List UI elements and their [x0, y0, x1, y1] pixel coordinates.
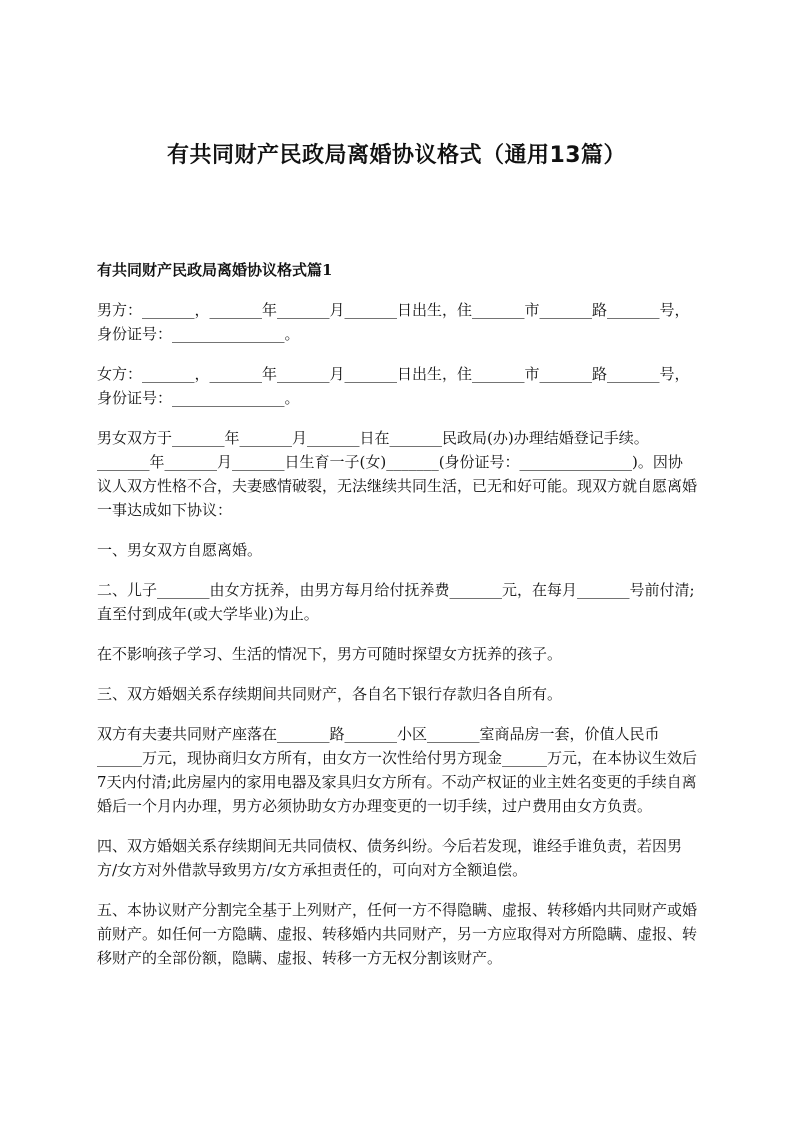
- document-title: 有共同财产民政局离婚协议格式（通用13篇）: [166, 143, 627, 168]
- paragraph-clause-1: 一、男女双方自愿离婚。: [97, 541, 263, 559]
- document-body: [97, 298, 697, 986]
- paragraph-male-party: 男方：_______，_______年_______月_______日出生，住_______市_______路_______号，身份证号：_______________。: [97, 301, 690, 343]
- paragraph-visitation: 在不影响孩子学习、生活的情况下，男方可随时探望女方抚养的孩子。: [97, 645, 563, 663]
- paragraph-clause-3: 三、双方婚姻关系存续期间共同财产，各自名下银行存款归各自所有。: [97, 685, 563, 703]
- paragraph-clause-2: 二、儿子_______由女方抚养，由男方每月给付抚养费_______元，在每月_______号前付清;直至付到成年(或大学毕业)为止。: [97, 581, 695, 623]
- section-heading: 有共同财产民政局离婚协议格式篇1: [97, 261, 333, 279]
- paragraph-property: 双方有夫妻共同财产座落在_______路_______小区_______室商品房一套，价值人民币______万元，现协商归女方所有，由女方一次性给付男方现金______万元，在本协议生效后7天内付清;此房屋内的家用电器及家具归女方所有。不动产权证的业主姓名变更的手续自离婚后一个月内办理，男方必须协助女方办理变更的一切手续，过户费用由女方负责。: [97, 725, 698, 815]
- paragraph-clause-5: 五、本协议财产分割完全基于上列财产，任何一方不得隐瞒、虚报、转移婚内共同财产或婚前财产。如任何一方隐瞒、虚报、转移婚内共同财产，另一方应取得对方所隐瞒、虚报、转移财产的全部份额，隐瞒、虚报、转移一方无权分割该财产。: [97, 901, 698, 967]
- paragraph-marriage-info: 男女双方于_______年_______月_______日在_______民政局(办)办理结婚登记手续。_______年_______月_______日生育一子(女)_______(身份证号：_______________)。因协议人双方性格不合，夫妻感情破裂，无法继续共同生活，已无和好可能。现双方就自愿离婚一事达成如下协议：: [97, 429, 698, 519]
- paragraph-female-party: 女方：_______，_______年_______月_______日出生，住_______市_______路_______号，身份证号：_______________。: [97, 365, 690, 407]
- paragraph-clause-4: 四、双方婚姻关系存续期间无共同债权、债务纠纷。今后若发现，谁经手谁负责，若因男方/女方对外借款导致男方/女方承担责任的，可向对方全额追偿。: [97, 837, 683, 879]
